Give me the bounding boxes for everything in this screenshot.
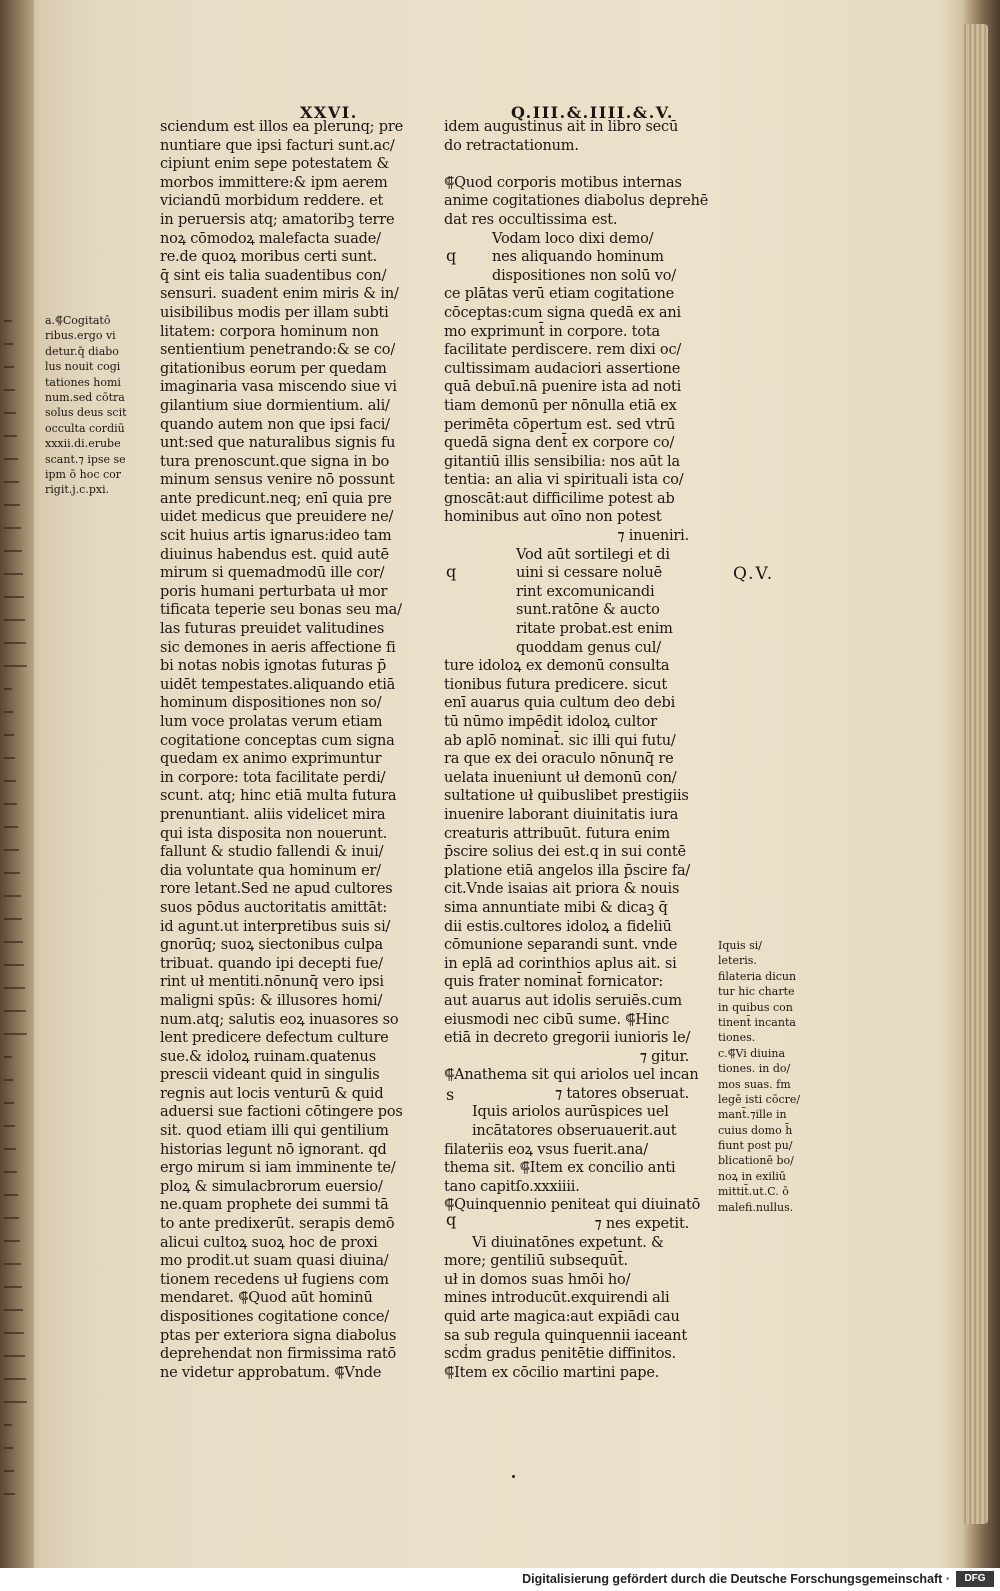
dfg-logo: DFG <box>956 1571 994 1587</box>
text-line: enī auarus quia cultum deo debi <box>444 695 676 712</box>
text-line: perimēta cōpertum est. sed vtrū <box>444 416 676 433</box>
text-line: in peruersis atq; amatoribꝫ terre <box>160 211 395 228</box>
text-line: scunt. atq; hinc etiā multa futura <box>160 788 397 805</box>
ink-spot <box>512 1475 515 1478</box>
bleed-mark <box>4 1470 14 1472</box>
bleed-mark <box>4 504 20 506</box>
bleed-mark <box>4 527 21 529</box>
bleed-mark <box>4 550 22 552</box>
left-margin-gloss <box>45 313 127 498</box>
bleed-mark <box>4 1332 24 1334</box>
gloss-line: filateria dicun <box>718 969 797 983</box>
bleed-mark <box>4 780 16 782</box>
text-line: ante predicunt.neq; enī quia pre <box>160 490 392 507</box>
text-line: do retractationum. <box>444 137 579 154</box>
text-line: dat res occultissima est. <box>444 211 618 228</box>
text-line: gilantium siue dormientium. ali/ <box>160 397 390 414</box>
text-line: sit. quod etiam illi qui gentilium <box>160 1123 389 1140</box>
text-line: aduersi sue factioni cōtingere pos <box>160 1104 403 1121</box>
text-line: tano capitſo.xxxiiii. <box>444 1178 580 1195</box>
text-line: prescii videant quid in singulis <box>160 1067 380 1084</box>
gloss-line: solus deus scit <box>45 406 127 420</box>
bleed-mark <box>4 1240 20 1242</box>
gloss-line: ipm ō hoc cor <box>45 467 122 481</box>
text-line: quid arte magica:aut expiādi cau <box>444 1309 680 1325</box>
bleed-mark <box>4 918 22 920</box>
text-line: anime cogitationes diabolus deprehē <box>444 193 709 210</box>
bleed-mark <box>4 573 23 575</box>
text-line: sciendum est illos ea plerunq; pre <box>160 119 403 135</box>
text-line: quis frater nominat̄ fornicator: <box>444 974 664 991</box>
text-line: sima annuntiate mibi & dicaꝫ q̄ <box>444 899 668 916</box>
text-line: historias legunt nō ignorant. qd <box>160 1141 387 1158</box>
text-line: tū nūmo impēdit idoloꝝ cultor <box>444 714 657 730</box>
bleed-mark <box>4 1355 25 1357</box>
bleed-mark <box>4 1263 21 1265</box>
gloss-line: in quibus con <box>718 1000 793 1014</box>
text-line: noꝝ cōmodoꝝ malefacta suade/ <box>160 230 381 247</box>
bleed-mark <box>4 1194 18 1196</box>
text-line <box>444 155 708 174</box>
text-line: diuinus habendus est. quid autē <box>160 546 389 563</box>
gloss-line: occulta cordiū <box>45 421 125 435</box>
bleed-mark <box>4 366 14 368</box>
right-margin-gloss <box>718 938 800 1215</box>
text-line: nuntiare que ipsi facturi sunt.ac/ <box>160 137 395 154</box>
text-line: thema sit. ⸿Item ex concilio anti <box>444 1160 676 1177</box>
text-line: litatem: corpora hominum non <box>160 323 379 340</box>
text-line: cōmunione separandi sunt. vnde <box>444 937 678 954</box>
text-line: bi notas nobis ignotas futuras p̄ <box>160 658 387 675</box>
text-line: scḋm gradus penitētie diffinitos. <box>444 1346 676 1363</box>
text-line: sa sub regula quinquennii iaceant <box>444 1327 687 1344</box>
text-line: quando autem non que ipsi faci/ <box>160 416 390 433</box>
bleed-mark <box>4 1447 13 1449</box>
gloss-line: xxxii.di.erube <box>45 437 121 451</box>
text-line: re.de quoꝝ moribus certi sunt. <box>160 249 377 266</box>
bleed-mark <box>4 596 24 598</box>
bleed-mark <box>4 389 15 391</box>
gloss-line: Iquis si/ <box>718 939 762 952</box>
text-line: tura prenoscunt.que signa in bo <box>160 453 390 470</box>
text-line: poris humani perturbata uł mor <box>160 583 388 600</box>
text-line: mendaret. ⸿Quod aūt hominū <box>160 1290 373 1307</box>
text-line: las futuras preuidet valitudines <box>160 621 385 638</box>
text-line: inuenire laborant diuinitatis iura <box>444 806 679 823</box>
text-line: mo prodit.ut suam quasi diuina/ <box>160 1253 389 1270</box>
text-line: id agunt.ut interpretibus suis si/ <box>160 918 391 935</box>
text-line: mirum si quemadmodū ille cor/ <box>160 565 385 582</box>
text-column-right <box>444 118 708 1382</box>
text-line: rint uł mentiti.nōnunq̄ vero ipsi <box>160 974 384 991</box>
text-column-left <box>160 118 403 1382</box>
text-line: q̄ sint eis talia suadentibus con/ <box>160 267 387 284</box>
bleed-mark <box>4 1493 15 1495</box>
text-line: in eplā ad corinthios aplus ait. si <box>444 955 677 972</box>
text-line: ⸿Quinquennio peniteat qui diuinatō <box>444 1197 701 1214</box>
text-line: mines introducūt.exquirendi ali <box>444 1290 670 1307</box>
text-line: cultissimam audaciori assertione <box>444 360 681 377</box>
text-line: dii estis.cultores idoloꝝ a fideliū <box>444 918 672 935</box>
text-line: sensuri. suadent enim miris & in/ <box>160 286 399 303</box>
bleed-mark <box>4 1309 23 1311</box>
text-line: ne.quam prophete dei summi tā <box>160 1197 389 1214</box>
bleed-mark <box>4 849 19 851</box>
section-mark: Q.V. <box>733 564 775 584</box>
text-line: sultatione uł quibuslibet prestigiis <box>444 788 689 805</box>
text-line: tionem recedens uł fugiens com <box>160 1271 389 1288</box>
text-line: p̄scire solius dei est.q in sui contē <box>444 844 686 861</box>
bleed-mark <box>4 665 27 667</box>
text-line: sic demones in aeris affectione fi <box>160 639 396 656</box>
running-head-right: Q.III.&.IIII.&.V. <box>511 103 674 122</box>
text-line: uisibilibus modis per illam subti <box>160 304 389 321</box>
text-line: in corpore: tota facilitate perdi/ <box>160 769 386 786</box>
text-line: tiam demonū per nōnulla etiā ex <box>444 397 677 414</box>
text-line: gitationibus eorum per quedam <box>160 360 387 377</box>
text-line: cit.Vnde isaias ait priora & nouis <box>444 881 680 898</box>
text-line: minum sensus venire nō possunt <box>160 472 395 489</box>
text-line: ploꝝ & simulacbrorum euersio/ <box>160 1178 383 1195</box>
text-line: num.atq; salutis eoꝝ inuasores so <box>160 1011 399 1028</box>
text-line: ture idoloꝝ ex demonū consulta <box>444 658 670 675</box>
bleed-mark <box>4 1125 15 1127</box>
text-line: rint excomunicandi <box>516 583 655 600</box>
gloss-line: tinent̄ incanta <box>718 1015 796 1029</box>
text-line: sentientium penetrando:& se co/ <box>160 342 396 359</box>
text-line: deprehendat non firmissima ratō <box>160 1346 397 1363</box>
bleed-mark <box>4 343 13 345</box>
gloss-line: tur hic charte <box>718 985 795 999</box>
text-line: uidet medicus que preuidere ne/ <box>160 509 394 526</box>
text-line: Vod aūt sortilegi et di <box>516 546 670 563</box>
text-line: mo exprimunt̄ in corpore. tota <box>444 323 660 340</box>
footer-credit: Digitalisierung gefördert durch die Deutsche Forschungsgemeinschaft · <box>522 1572 950 1586</box>
text-line: ⸿Quod corporis motibus internas <box>444 174 682 191</box>
initial-letter: q <box>446 246 457 265</box>
initial-letter: q <box>446 562 457 581</box>
text-line: lum voce prolatas verum etiam <box>160 714 383 730</box>
bleed-mark <box>4 458 18 460</box>
text-line: prenuntiant. aliis videlicet mira <box>160 806 386 823</box>
text-line: dia voluntate qua hominum er/ <box>160 862 381 879</box>
bleed-mark <box>4 1056 12 1058</box>
gloss-line: legē isti cōcre/ <box>718 1092 801 1106</box>
text-line: unt:sed que naturalibus signis fu <box>160 435 396 452</box>
text-line: cōceptas:cum signa quedā ex ani <box>444 304 681 321</box>
gloss-line: detur.q̄ diabo <box>45 344 119 358</box>
bleed-mark <box>4 1148 16 1150</box>
text-line: aut auarus aut idolis seruiēs.cum <box>444 992 682 1009</box>
text-line: idem augustinus ait in libro secū <box>444 119 679 135</box>
text-line: Iquis ariolos aurūspices uel <box>472 1104 669 1121</box>
gloss-line: fiunt post pu/ <box>718 1139 793 1153</box>
text-line: quedam ex animo exprimuntur <box>160 751 382 768</box>
text-line: viciandū morbidum reddere. et <box>160 193 384 210</box>
text-line: quā debuī.nā puenire ista ad noti <box>444 379 682 396</box>
text-line: incātatores obseruauerit.aut <box>472 1123 677 1140</box>
gloss-line: rigit.j.c.pxi. <box>45 483 110 497</box>
gloss-line: a.⸿Cogitatō <box>45 314 111 327</box>
gloss-line: num.sed cōtra <box>45 390 125 404</box>
text-line: quedā signa dent̄ ex corpore co/ <box>444 435 675 452</box>
bleed-mark <box>4 1171 17 1173</box>
text-line: more; gentiliū subsequūt̄. <box>444 1253 628 1270</box>
bleed-mark <box>4 412 16 414</box>
text-line: rore letant.Sed ne apud cultores <box>160 881 393 898</box>
bleed-mark <box>4 941 23 943</box>
bleed-mark <box>4 1010 26 1012</box>
text-line: to ante predixerūt. serapis demō <box>160 1216 395 1233</box>
text-line: ce plātas verū etiam cogitatione <box>444 286 675 303</box>
text-line: nes aliquando hominum <box>492 249 664 266</box>
gloss-line: tiones. <box>718 1031 756 1045</box>
text-line: ⁊ inueniri. <box>617 528 689 545</box>
footer-bar <box>0 1568 1000 1591</box>
gloss-line: mittit̄.ut.C. ō <box>718 1185 789 1199</box>
bleed-mark <box>4 619 25 621</box>
gloss-line: mant̄.⁊ille in <box>718 1108 787 1122</box>
text-line: ⁊ tatores obseruat. <box>555 1085 689 1102</box>
gloss-line: mos suas. fm <box>718 1077 791 1091</box>
initial-letter: q <box>446 1210 457 1229</box>
text-line: suos pōdus auctoritatis amittāt: <box>160 899 388 916</box>
text-line: hominibus aut oīno non potest <box>444 509 662 526</box>
gloss-line: c.⸿Vi diuina <box>718 1046 786 1060</box>
gloss-line: ribus.ergo vi <box>45 329 116 343</box>
text-line: tribuat. quando ipi decepti fue/ <box>160 955 383 972</box>
text-line: gnorūq; suoꝝ siectonibus culpa <box>160 937 383 954</box>
gloss-line: noꝝ in exiliū <box>718 1169 787 1183</box>
gloss-line: tiones. in do/ <box>718 1062 791 1076</box>
gloss-line: scant.⁊ ipse se <box>45 452 126 466</box>
bleed-mark <box>4 757 15 759</box>
text-line: dispositiones non solū vo/ <box>492 267 676 284</box>
text-line: scit huius artis ignarus:ideo tam <box>160 528 392 545</box>
bleed-mark <box>4 1079 13 1081</box>
bleed-mark <box>4 1033 27 1035</box>
bleed-mark <box>4 320 12 322</box>
bleed-mark <box>4 1401 27 1403</box>
text-line: sunt.ratōne & aucto <box>516 602 660 619</box>
bleed-mark <box>4 872 20 874</box>
text-line: regnis aut locis venturū & quid <box>160 1085 384 1102</box>
gloss-line: leteris. <box>718 954 757 968</box>
text-line: cipiunt enim sepe potestatem & <box>160 156 390 173</box>
text-line: alicui cultoꝝ suoꝝ hoc de proxi <box>160 1234 378 1251</box>
text-line: cogitatione conceptas cum signa <box>160 732 395 749</box>
bleed-mark <box>4 734 14 736</box>
gloss-line: blicationē bo/ <box>718 1154 794 1168</box>
text-line: uini si cessare noluē <box>516 565 663 582</box>
text-line: ⁊ gitur. <box>639 1048 689 1065</box>
text-line: tificata teperie seu bonas seu ma/ <box>160 602 402 619</box>
bleed-mark <box>4 435 17 437</box>
text-line: ab aplō nominat̄. sic illi qui futu/ <box>444 732 676 749</box>
bleed-mark <box>4 1102 14 1104</box>
text-line: ne videtur approbatum. ⸿Vnde <box>160 1364 382 1381</box>
text-line: ptas per exteriora signa diabolus <box>160 1327 397 1344</box>
text-line: etiā in decreto gregorii iunioris le/ <box>444 1030 691 1047</box>
text-line: gitantiū illis sensibilia: nos aūt la <box>444 453 680 470</box>
text-line: filateriis eoꝝ vsus fuerit.ana/ <box>444 1141 648 1158</box>
bleed-mark <box>4 964 24 966</box>
bleed-mark <box>4 1424 12 1426</box>
text-line: uidēt tempestates.aliquando etiā <box>160 676 396 693</box>
text-line: ritate probat.est enim <box>516 621 673 638</box>
running-head-left: XXVI. <box>300 103 358 122</box>
text-line: ⸿Anathema sit qui ariolos uel incan <box>444 1067 699 1084</box>
text-line: gnoscāt:aut difficilime potest ab <box>444 490 675 507</box>
bleed-mark <box>4 987 25 989</box>
text-line: imaginaria vasa miscendo siue vi <box>160 379 397 396</box>
text-line: sue.& idoloꝝ ruinam.quatenus <box>160 1048 376 1065</box>
text-line: Vi diuinatōnes expetunt. & <box>472 1234 664 1251</box>
text-line: ⸿Item ex cōcilio martini pape. <box>444 1364 660 1381</box>
gloss-line: lus nouit cogi <box>45 360 121 374</box>
text-line: tentia: an alia vi spirituali ista co/ <box>444 472 684 489</box>
text-line: platione etiā angelos illa p̄scire fa/ <box>444 862 691 879</box>
bleed-mark <box>4 1286 22 1288</box>
bleed-mark <box>4 642 26 644</box>
text-line: ra que ex dei oraculo nōnunq̄ re <box>444 751 674 768</box>
text-line: ⁊ nes expetit. <box>594 1216 689 1233</box>
text-line: Vodam loco dixi demo/ <box>492 230 654 247</box>
text-line: creaturis attribuūt. futura enim <box>444 825 670 842</box>
bleed-mark <box>4 895 21 897</box>
text-line: fallunt & studio fallendi & inui/ <box>160 844 384 861</box>
gloss-line: cuius domo h̄ <box>718 1123 793 1137</box>
page-fore-edge <box>962 24 988 1524</box>
text-line: eiusmodi nec cibū sume. ⸿Hinc <box>444 1011 670 1028</box>
bleed-mark <box>4 481 19 483</box>
text-line: quoddam genus cul/ <box>516 639 661 656</box>
gloss-line: malefi.nullus. <box>718 1200 794 1214</box>
gloss-line: tationes homi <box>45 375 121 389</box>
text-line: lent predicere defectum culture <box>160 1030 389 1047</box>
text-line: dispositiones cogitatione conce/ <box>160 1309 389 1325</box>
text-line: facilitate perdiscere. rem dixi oc/ <box>444 342 682 359</box>
bleed-mark <box>4 826 18 828</box>
bleed-mark <box>4 1378 26 1380</box>
initial-letter: s <box>446 1085 455 1104</box>
text-line: tionibus futura predicere. sicut <box>444 676 668 693</box>
facing-page-edge <box>0 0 34 1568</box>
bleed-mark <box>4 803 17 805</box>
bleed-mark <box>4 1217 19 1219</box>
text-line: maligni spūs: & illusores homi/ <box>160 992 383 1009</box>
text-line: hominum dispositiones non so/ <box>160 695 382 712</box>
text-line: ergo mirum si iam imminente te/ <box>160 1160 396 1177</box>
bleed-mark <box>4 688 12 690</box>
text-line: uelata inueniunt uł demonū con/ <box>444 769 677 786</box>
text-line: uł in domos suas hmōi ho/ <box>444 1271 631 1288</box>
text-line: morbos immittere:& ipm aerem <box>160 174 388 191</box>
bleed-mark <box>4 711 13 713</box>
text-line: qui ista disposita non nouerunt. <box>160 825 388 842</box>
